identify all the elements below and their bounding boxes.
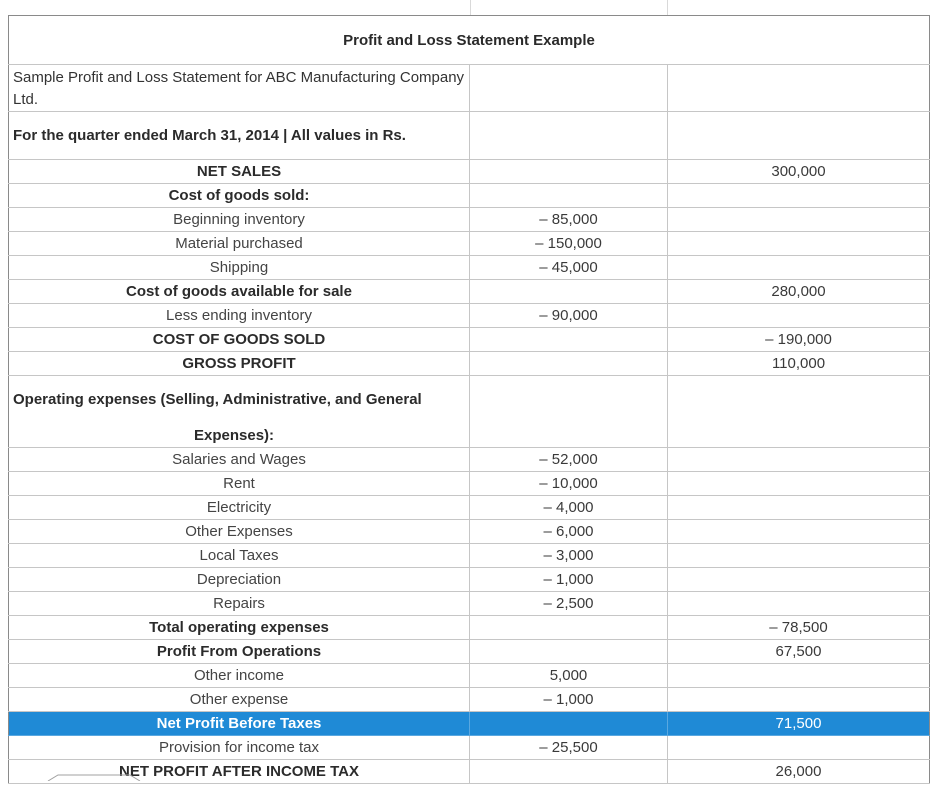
row-subtotal-value[interactable]: – 45,000 bbox=[470, 256, 668, 280]
row-total-value[interactable] bbox=[668, 232, 930, 256]
row-subtotal-value[interactable] bbox=[470, 184, 668, 208]
table-row bbox=[9, 256, 930, 280]
table-row bbox=[9, 496, 930, 520]
row-subtotal-value[interactable]: – 10,000 bbox=[470, 472, 668, 496]
row-label[interactable]: Profit From Operations bbox=[9, 640, 470, 664]
row-total-value[interactable] bbox=[668, 664, 930, 688]
row-subtotal-value[interactable] bbox=[470, 328, 668, 352]
row-label[interactable]: GROSS PROFIT bbox=[9, 352, 470, 376]
table-row bbox=[9, 160, 930, 184]
gridline bbox=[667, 0, 668, 16]
sheet-title[interactable]: Profit and Loss Statement Example bbox=[9, 16, 930, 65]
row-total-value[interactable] bbox=[668, 496, 930, 520]
row-label[interactable]: NET PROFIT AFTER INCOME TAX bbox=[9, 760, 470, 784]
row-subtotal-value[interactable]: 5,000 bbox=[470, 664, 668, 688]
row-total-value[interactable] bbox=[668, 568, 930, 592]
opex-heading-line2[interactable]: Expenses): bbox=[9, 424, 470, 448]
row-subtotal-value[interactable] bbox=[470, 640, 668, 664]
sheet-subtitle[interactable]: Sample Profit and Loss Statement for ABC Manufacturing Company Ltd. bbox=[9, 65, 470, 112]
row-label[interactable]: Cost of goods available for sale bbox=[9, 280, 470, 304]
table-row bbox=[9, 232, 930, 256]
table-row bbox=[9, 184, 930, 208]
table-row bbox=[9, 304, 930, 328]
row-total-value[interactable] bbox=[668, 208, 930, 232]
cell-empty[interactable] bbox=[470, 65, 668, 112]
row-subtotal-value[interactable]: – 4,000 bbox=[470, 496, 668, 520]
pnl-statement-table bbox=[8, 15, 930, 784]
table-row bbox=[9, 208, 930, 232]
row-subtotal-value[interactable] bbox=[470, 160, 668, 184]
row-total-value[interactable] bbox=[668, 520, 930, 544]
table-row bbox=[9, 688, 930, 712]
row-total-value[interactable]: 280,000 bbox=[668, 280, 930, 304]
row-label[interactable]: Shipping bbox=[9, 256, 470, 280]
row-total-value[interactable]: 67,500 bbox=[668, 640, 930, 664]
row-subtotal-value[interactable]: – 85,000 bbox=[470, 208, 668, 232]
table-row bbox=[9, 544, 930, 568]
row-total-value[interactable] bbox=[668, 184, 930, 208]
row-label[interactable]: Material purchased bbox=[9, 232, 470, 256]
sheet-tab-edge-icon bbox=[0, 773, 936, 781]
table-row bbox=[9, 664, 930, 688]
row-label[interactable]: Electricity bbox=[9, 496, 470, 520]
row-subtotal-value[interactable] bbox=[470, 616, 668, 640]
row-label[interactable]: Provision for income tax bbox=[9, 736, 470, 760]
row-subtotal-value[interactable]: – 6,000 bbox=[470, 520, 668, 544]
row-subtotal-value[interactable] bbox=[470, 712, 668, 736]
cell-empty[interactable] bbox=[668, 112, 930, 160]
row-total-value[interactable] bbox=[668, 736, 930, 760]
row-total-value[interactable]: 26,000 bbox=[668, 760, 930, 784]
row-total-value[interactable]: 71,500 bbox=[668, 712, 930, 736]
title-row bbox=[9, 16, 930, 65]
table-row bbox=[9, 448, 930, 472]
row-total-value[interactable] bbox=[668, 472, 930, 496]
gridline bbox=[470, 0, 471, 16]
row-total-value[interactable]: 110,000 bbox=[668, 352, 930, 376]
row-total-value[interactable] bbox=[668, 304, 930, 328]
period-row bbox=[9, 112, 930, 160]
row-label[interactable]: Other expense bbox=[9, 688, 470, 712]
row-total-value[interactable]: – 190,000 bbox=[668, 328, 930, 352]
cell-empty[interactable] bbox=[668, 65, 930, 112]
subtitle-row bbox=[9, 65, 930, 112]
row-subtotal-value[interactable] bbox=[470, 280, 668, 304]
table-row bbox=[9, 640, 930, 664]
table-row bbox=[9, 520, 930, 544]
row-label[interactable]: Rent bbox=[9, 472, 470, 496]
row-total-value[interactable] bbox=[668, 448, 930, 472]
sheet-top-gridlines bbox=[0, 0, 936, 16]
table-row bbox=[9, 568, 930, 592]
table-row bbox=[9, 280, 930, 304]
row-subtotal-value[interactable]: – 52,000 bbox=[470, 448, 668, 472]
row-label[interactable]: Cost of goods sold: bbox=[9, 184, 470, 208]
row-label[interactable]: Net Profit Before Taxes bbox=[9, 712, 470, 736]
table-row bbox=[9, 472, 930, 496]
table-row bbox=[9, 736, 930, 760]
table-row bbox=[9, 352, 930, 376]
opex-heading-line1[interactable]: Operating expenses (Selling, Administrative, and General bbox=[9, 376, 470, 424]
table-row bbox=[9, 592, 930, 616]
row-total-value[interactable] bbox=[668, 688, 930, 712]
row-total-value[interactable] bbox=[668, 256, 930, 280]
row-total-value[interactable]: – 78,500 bbox=[668, 616, 930, 640]
row-subtotal-value[interactable]: – 90,000 bbox=[470, 304, 668, 328]
row-subtotal-value[interactable]: – 150,000 bbox=[470, 232, 668, 256]
row-label[interactable]: Total operating expenses bbox=[9, 616, 470, 640]
row-total-value[interactable] bbox=[668, 592, 930, 616]
row-total-value[interactable] bbox=[668, 544, 930, 568]
cell-empty[interactable] bbox=[668, 376, 930, 448]
row-label[interactable]: NET SALES bbox=[9, 160, 470, 184]
row-subtotal-value[interactable]: – 25,500 bbox=[470, 736, 668, 760]
cell-empty[interactable] bbox=[470, 376, 668, 448]
row-label[interactable]: COST OF GOODS SOLD bbox=[9, 328, 470, 352]
row-subtotal-value[interactable] bbox=[470, 352, 668, 376]
row-label[interactable]: Local Taxes bbox=[9, 544, 470, 568]
cell-empty[interactable] bbox=[470, 112, 668, 160]
period-label[interactable]: For the quarter ended March 31, 2014 | All values in Rs. bbox=[9, 112, 470, 160]
row-label[interactable]: Other income bbox=[9, 664, 470, 688]
row-label[interactable]: Depreciation bbox=[9, 568, 470, 592]
row-total-value[interactable]: 300,000 bbox=[668, 160, 930, 184]
table-row bbox=[9, 328, 930, 352]
row-subtotal-value[interactable]: – 2,500 bbox=[470, 592, 668, 616]
row-subtotal-value[interactable]: – 1,000 bbox=[470, 688, 668, 712]
row-label[interactable]: Less ending inventory bbox=[9, 304, 470, 328]
row-label[interactable]: Salaries and Wages bbox=[9, 448, 470, 472]
row-label[interactable]: Beginning inventory bbox=[9, 208, 470, 232]
opex-heading-row bbox=[9, 376, 930, 424]
row-label[interactable]: Other Expenses bbox=[9, 520, 470, 544]
table-row bbox=[9, 616, 930, 640]
row-subtotal-value[interactable]: – 3,000 bbox=[470, 544, 668, 568]
row-subtotal-value[interactable]: – 1,000 bbox=[470, 568, 668, 592]
sheet-bottom-edge bbox=[0, 768, 936, 776]
table-row bbox=[9, 712, 930, 736]
row-label[interactable]: Repairs bbox=[9, 592, 470, 616]
